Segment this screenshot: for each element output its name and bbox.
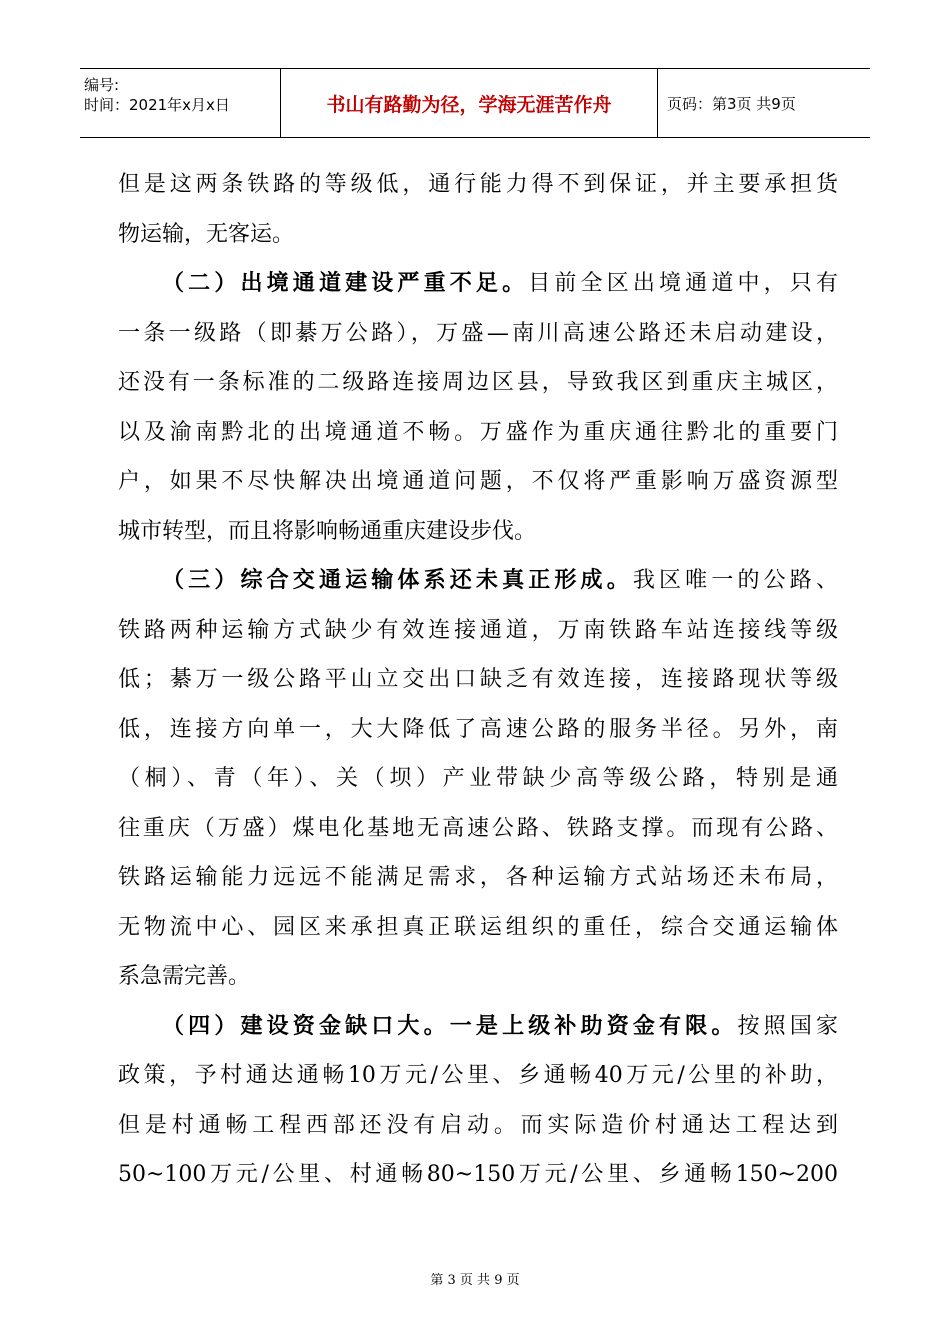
text-line: 低；綦万一级公路平山立交出口缺乏有效连接，连接路现状等级 xyxy=(118,667,838,692)
text-line: （桐）、青（年）、关（坝）产业带缺少高等级公路，特别是通 xyxy=(118,766,838,791)
header-page-cell xyxy=(657,69,870,137)
document-body xyxy=(118,160,838,1200)
section-text: 目前全区出境通道中，只有 xyxy=(528,271,838,296)
text-line: 政策，予村通达通畅10万元/公里、乡通畅40万元/公里的补助， xyxy=(118,1063,838,1088)
page-header xyxy=(80,68,870,138)
text-line: 还没有一条标准的二级路连接周边区县，导致我区到重庆主城区， xyxy=(118,370,838,395)
text-line: 但是这两条铁路的等级低，通行能力得不到保证，并主要承担货 xyxy=(118,172,838,197)
section-heading-line xyxy=(118,1002,838,1052)
section-text: 我区唯一的公路、 xyxy=(632,568,838,593)
section-heading: （四）建设资金缺口大。 xyxy=(162,1012,450,1039)
text-line: 物运输，无客运。 xyxy=(118,221,295,247)
text-line: 铁路运输能力远远不能满足需求，各种运输方式站场还未布局， xyxy=(118,865,838,890)
text-line: 以及渝南黔北的出境通道不畅。万盛作为重庆通往黔北的重要门 xyxy=(118,419,838,445)
section-heading: （二）出境通道建设严重不足。 xyxy=(162,270,529,296)
header-motto: 书山有路勤为径，学海无涯苦作舟 xyxy=(326,93,612,116)
text-line: 一条一级路（即綦万公路），万盛—南川高速公路还未启动建设， xyxy=(118,320,838,346)
text-line: 铁路两种运输方式缺少有效连接通道，万南铁路车站连接线等级 xyxy=(118,617,838,643)
page-footer: 第 3 页 共 9 页 xyxy=(430,1273,520,1288)
text-line: 50~100万元/公里、村通畅80~150万元/公里、乡通畅150~200 xyxy=(118,1162,838,1187)
text-line: 系急需完善。 xyxy=(118,964,251,989)
section-heading-line xyxy=(118,259,838,309)
section-heading: （三）综合交通运输体系还未真正形成。 xyxy=(162,567,633,593)
section-heading-line xyxy=(118,556,838,606)
subsection-heading: 一是上级补助资金有限。 xyxy=(449,1012,738,1039)
header-motto-cell xyxy=(280,69,658,137)
section-text: 按照国家 xyxy=(737,1013,838,1039)
document-number-label: 编号: xyxy=(84,76,120,94)
text-line: 但是村通畅工程西部还没有启动。而实际造价村通达工程达到 xyxy=(118,1112,838,1138)
text-line: 往重庆（万盛）煤电化基地无高速公路、铁路支撑。而现有公路、 xyxy=(118,815,838,841)
header-page-label: 页码：第3页 共9页 xyxy=(667,94,796,113)
header-left-cell xyxy=(80,69,280,137)
text-line: 城市转型，而且将影响畅通重庆建设步伐。 xyxy=(118,518,537,544)
text-line: 无物流中心、园区来承担真正联运组织的重任，综合交通运输体 xyxy=(118,914,838,940)
document-time-label: 时间：2021年x月x日 xyxy=(84,96,230,114)
text-line: 户，如果不尽快解决出境通道问题，不仅将严重影响万盛资源型 xyxy=(118,469,838,494)
text-line: 低，连接方向单一，大大降低了高速公路的服务半径。另外，南 xyxy=(118,716,838,742)
